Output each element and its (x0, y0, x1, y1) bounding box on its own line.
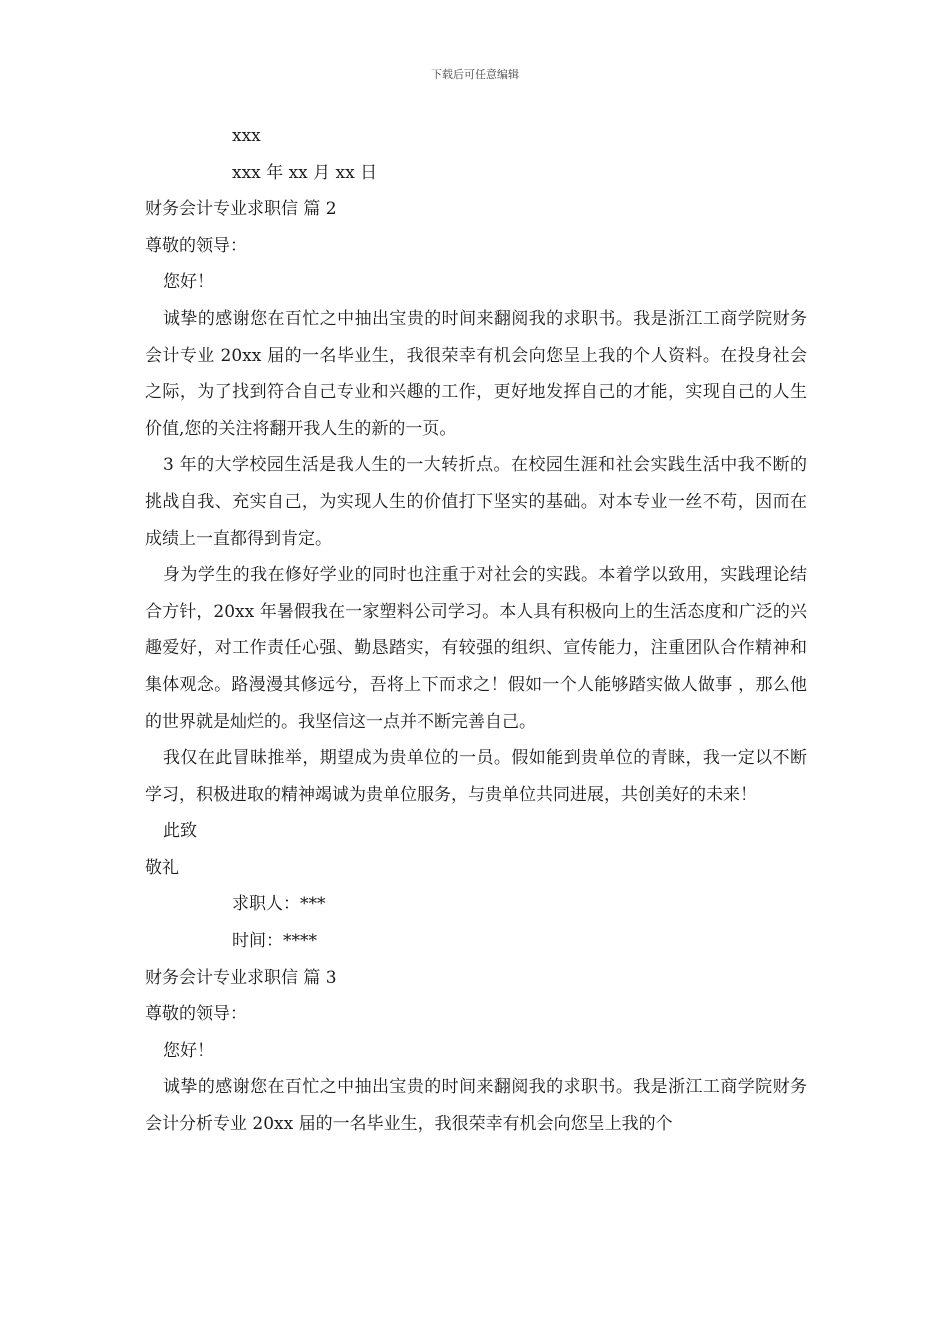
letter3-paragraph-1: 诚挚的感谢您在百忙之中抽出宝贵的时间来翻阅我的求职书。我是浙江工商学院财务会计分析专业 20xx 届的一名毕业生，我很荣幸有机会向您呈上我的个 (145, 1077, 807, 1135)
letter2-time: 时间：**** (232, 931, 317, 952)
letter2-applicant: 求职人：*** (232, 894, 326, 915)
document-body (145, 118, 807, 1143)
letter2-salutation: 尊敬的领导： (145, 235, 247, 256)
letter2-paragraph-4: 我仅在此冒昧推举，期望成为贵单位的一员。假如能到贵单位的青睐，我一定以不断学习，积极进取的精神竭诚为贵单位服务，与贵单位共同进展，共创美好的未来！ (145, 748, 807, 805)
letter2-paragraph-2: 3 年的大学校园生活是我人生的一大转折点。在校园生涯和社会实践生活中我不断的挑战自我、充实自己，为实现人生的价值打下坚实的基础。对本专业一丝不苟，因而在成绩上一直都得到肯定。 (145, 455, 807, 549)
letter2-greeting: 您好！ (163, 272, 214, 293)
signature-date: xxx 年 xx 月 xx 日 (232, 162, 378, 183)
signature-name: xxx (232, 126, 261, 146)
letter2-closing-1: 此致 (163, 821, 197, 842)
page-header-note: 下载后可任意编辑 (431, 68, 519, 81)
letter2-title: 财务会计专业求职信 篇 2 (145, 199, 337, 220)
letter2-paragraph-1: 诚挚的感谢您在百忙之中抽出宝贵的时间来翻阅我的求职书。我是浙江工商学院财务会计专业 20xx 届的一名毕业生，我很荣幸有机会向您呈上我的个人资料。在投身社会之际，为了找到符合自己专业和兴趣的工作，更好地发挥自己的才能，实现自己的人生价值,您的关注将翻开我人生的新的一页。 (145, 308, 807, 439)
letter2-closing-2: 敬礼 (145, 857, 179, 878)
letter3-greeting: 您好！ (163, 1040, 214, 1061)
letter2-paragraph-3: 身为学生的我在修好学业的同时也注重于对社会的实践。本着学以致用，实践理论结合方针，20xx 年暑假我在一家塑料公司学习。本人具有积极向上的生活态度和广泛的兴趣爱好，对工作责任心强、勤恳踏实，有较强的组织、宣传能力，注重团队合作精神和集体观念。路漫漫其修远兮，吾将上下而求之！假如一个人能够踏实做人做事 ，那么他的世界就是灿烂的。我坚信这一点并不断完善自己。 (145, 565, 807, 732)
letter3-title: 财务会计专业求职信 篇 3 (145, 967, 337, 988)
letter3-salutation: 尊敬的领导： (145, 1004, 247, 1025)
